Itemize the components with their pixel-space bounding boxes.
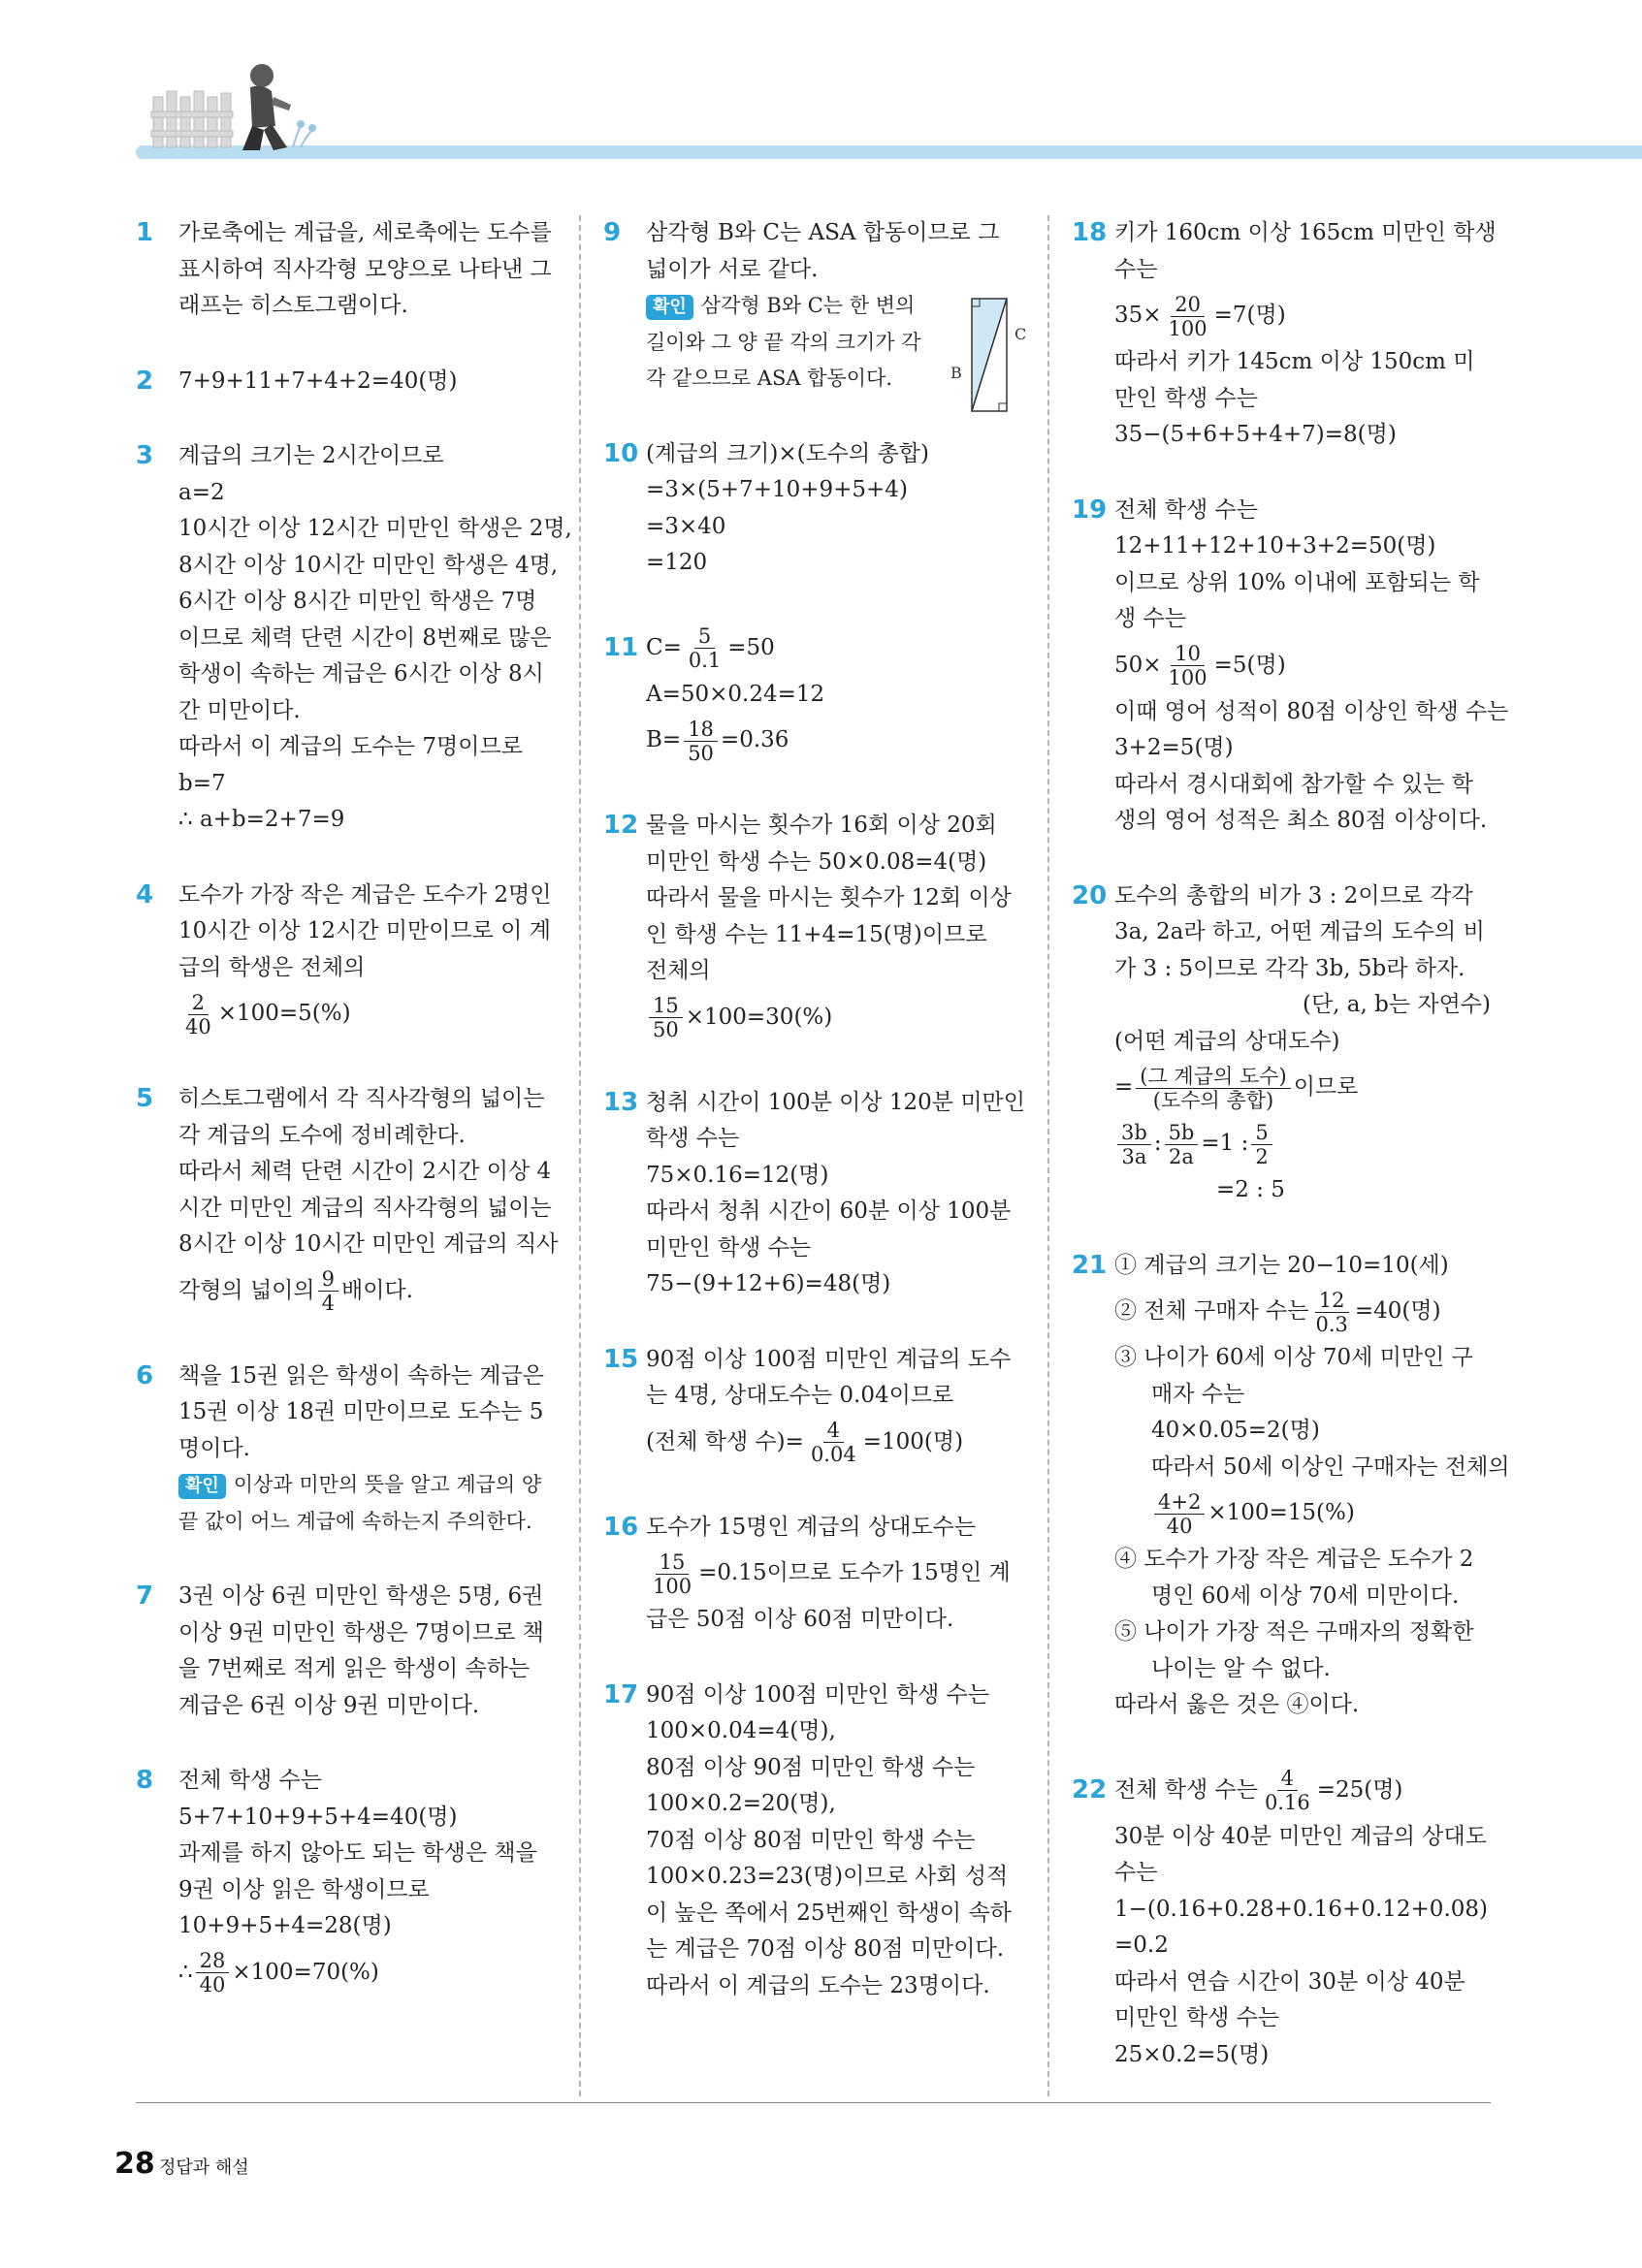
check-badge: 확인 bbox=[646, 295, 693, 320]
fraction-line: $\frac{2}{40}$ ×100=5(%) bbox=[178, 986, 555, 1042]
problem-number: 7 bbox=[136, 1581, 154, 1611]
answer-9: 9 삼각형 B와 C는 ASA 합동이므로 그 넓이가 서로 같다. 확인 삼각형 B와 C는 한 변의 길이와 그 양 끝 각의 크기가 각 각 같으므로 ASA 합동이다. C B bbox=[603, 215, 1022, 398]
fraction-line: 35× $\frac{20}{100}$ =7(명) bbox=[1114, 292, 1286, 340]
answer-11: 11 C= $\frac{5}{0.1}$ =50 A=50×0.24=12 B= $\frac{18}{50}$ =0.36 bbox=[603, 624, 825, 765]
answer-3: 3 계급의 크기는 2시간이므로 a=2 10시간 이상 12시간 미만인 학생은 2명, 8시간 이상 10시간 미만인 학생은 4명, 6시간 이상 8시간 미만인 학생은 7명 이므로 체력 단련 시간이 8번째로 많은 학생이 속하는 계급은 6시간 이상 8시 간 미만이다. 따라서 이 계급의 도수는 7명이므로 b=7 ∴ a+b=2+7=9 bbox=[136, 438, 555, 839]
ratio-line: $\frac{3b}{3a}$ : $\frac{5b}{2a}$ =1 : $\frac{5}{2}$ bbox=[1114, 1116, 1491, 1172]
fraction: $\frac{4}{0.04}$ bbox=[810, 1419, 856, 1466]
answer-8: 8 전체 학생 수는 5+7+10+9+5+4=40(명) 과제를 하지 않아도 되는 학생은 책을 9권 이상 읽은 학생이므로 10+9+5+4=28(명) ∴ $\frac{28}{40}$ ×100=70(%) bbox=[136, 1763, 555, 2001]
answer-20: 20 도수의 총합의 비가 3 : 2이므로 각각 3a, 2a라 하고, 어떤 계급의 도수의 비 가 3 : 5이므로 각각 3b, 5b라 하자. (단, a, b는 자연수) (어떤 계급의 상대도수) = $\frac{\text{(그 계급의 도수)}}{\text{(도수의 총합)}}$ 이므로 $\frac{3b}{3a}$ : $\frac{5b}{2a}$ =1 : $\frac{5}{2}$ =2 : 5 bbox=[1072, 878, 1491, 1209]
problem-number: 11 bbox=[603, 632, 639, 662]
problem-number: 19 bbox=[1072, 495, 1108, 525]
page-number: 28 bbox=[114, 2147, 155, 2181]
answer-21: 21 ① 계급의 크기는 20−10=10(세) ② 전체 구매자 수는 $\frac{12}{0.3}$ =40(명) ③ 나이가 60세 이상 70세 미만인 구 매자 수는 40×0.05=2(명) 따라서 50세 이상인 구매자는 전체의 $\frac{4+2}{40}$ ×100=15(%) ④ 도수가 가장 작은 계급은 도수가 2 명인 60세 이상 70세 미만이다. ⑤ 나이가 가장 적은 구매자의 정확한 나이는 알 수 없다. 따라서 옳은 것은 ④이다. bbox=[1072, 1248, 1491, 1724]
label-b: B bbox=[950, 364, 962, 382]
problem-number: 6 bbox=[136, 1360, 154, 1390]
column-separator bbox=[579, 215, 581, 2096]
fraction: $\frac{4}{0.16}$ bbox=[1264, 1767, 1310, 1814]
column-right bbox=[1072, 215, 1510, 2112]
footer-title: 정답과 해설 bbox=[159, 2157, 249, 2178]
fraction: $\frac{3b}{3a}$ bbox=[1117, 1121, 1151, 1168]
fraction-line: (전체 학생 수)= $\frac{4}{0.04}$ =100(명) bbox=[646, 1419, 964, 1466]
fraction-line: = $\frac{\text{(그 계급의 도수)}}{\text{(도수의 총합)}}$ 이므로 bbox=[1114, 1064, 1359, 1112]
fraction-line: $\frac{15}{50}$ ×100=30(%) bbox=[646, 990, 1022, 1046]
answer-19: 19 전체 학생 수는 12+11+12+10+3+2=50(명) 이므로 상위 10% 이내에 포함되는 학 생 수는 50× $\frac{10}{100}$ =5(명) 이때 영어 성적이 80점 이상인 학생 수는 3+2=5(명) 따라서 경시대회에 참가할 수 있는 학 생의 영어 성적은 최소 80점 이상이다. bbox=[1072, 493, 1491, 840]
header-bar bbox=[136, 145, 1642, 159]
fraction: $\frac{18}{50}$ bbox=[684, 718, 718, 765]
answer-22: 22 전체 학생 수는 $\frac{4}{0.16}$ =25(명) 30분 이상 40분 미만인 계급의 상대도 수는 1−(0.16+0.28+0.16+0.12+0.08) =0.2 따라서 연습 시간이 30분 이상 40분 미만인 학생 수는 25×0.2=5(명) bbox=[1072, 1763, 1491, 2074]
column-separator bbox=[1047, 215, 1049, 2096]
problem-number: 10 bbox=[603, 438, 639, 468]
problem-number: 5 bbox=[136, 1084, 154, 1113]
check-badge: 확인 bbox=[178, 1474, 226, 1499]
problem-number: 22 bbox=[1072, 1774, 1108, 1805]
problem-number: 15 bbox=[603, 1344, 639, 1374]
problem-number: 9 bbox=[603, 218, 622, 247]
problem-number: 13 bbox=[603, 1087, 639, 1117]
column-left bbox=[136, 215, 572, 2040]
answer-17: 17 90점 이상 100점 미만인 학생 수는 100×0.04=4(명), 80점 이상 90점 미만인 학생 수는 100×0.2=20(명), 70점 이상 80점 미만인 학생 수는 100×0.23=23(명)이므로 사회 성적 이 높은 쪽에서 25번째인 학생이 속하 는 계급은 70점 이상 80점 미만이다. 따라서 이 계급의 도수는 23명이다. bbox=[603, 1677, 1022, 2005]
fraction: $\frac{20}{100}$ bbox=[1168, 292, 1207, 340]
fraction: $\frac{4+2}{40}$ bbox=[1154, 1490, 1205, 1538]
problem-number: 3 bbox=[136, 441, 154, 470]
fraction: $\frac{5b}{2a}$ bbox=[1165, 1121, 1199, 1168]
answer-10: 10 (계급의 크기)×(도수의 총합) =3×(5+7+10+9+5+4) =3×40 =120 bbox=[603, 436, 1022, 582]
fraction: $\frac{2}{40}$ bbox=[185, 990, 211, 1038]
answer-4: 4 도수가 가장 작은 계급은 도수가 2명인 10시간 이상 12시간 미만이므로 이 계 급의 학생은 전체의 $\frac{2}{40}$ ×100=5(%) bbox=[136, 878, 555, 1043]
fraction-line: ∴ $\frac{28}{40}$ ×100=70(%) bbox=[178, 1949, 379, 1996]
fraction-line: $\frac{15}{100}$ =0.15이므로 도수가 15명인 계 bbox=[646, 1546, 1022, 1602]
problem-number: 8 bbox=[136, 1766, 154, 1795]
problem-number: 2 bbox=[136, 366, 154, 396]
answer-1: 1 가로축에는 계급을, 세로축에는 도수를 표시하여 직사각형 모양으로 나타낸 그 래프는 히스토그램이다. bbox=[136, 215, 555, 325]
answer-15: 15 90점 이상 100점 미만인 계급의 도수 는 4명, 상대도수는 0.04이므로 (전체 학생 수)= $\frac{4}{0.04}$ =100(명) bbox=[603, 1342, 1022, 1471]
problem-number: 21 bbox=[1072, 1250, 1108, 1280]
fraction-line: 50× $\frac{10}{100}$ =5(명) bbox=[1114, 642, 1286, 689]
label-c: C bbox=[1014, 325, 1027, 343]
answer-2: 2 7+9+11+7+4+2=40(명) bbox=[136, 364, 555, 400]
fraction: $\frac{10}{100}$ bbox=[1168, 642, 1207, 689]
problem-number: 4 bbox=[136, 879, 154, 910]
fraction: $\frac{28}{40}$ bbox=[196, 1949, 230, 1996]
fraction: $\frac{15}{100}$ bbox=[653, 1549, 692, 1598]
answer-16: 16 도수가 15명인 계급의 상대도수는 $\frac{15}{100}$ =0.15이므로 도수가 15명인 계 급은 50점 이상 60점 미만이다. bbox=[603, 1510, 1022, 1639]
fraction: $\frac{5}{0.1}$ bbox=[688, 624, 722, 672]
fraction: $\frac{5}{2}$ bbox=[1251, 1121, 1272, 1168]
problem-number: 17 bbox=[603, 1679, 639, 1709]
answer-18: 18 키가 160cm 이상 165cm 미만인 학생 수는 35× $\frac{20}{100}$ =7(명) 따라서 키가 145cm 이상 150cm 미 만인 학생 수는 35−(5+6+5+4+7)=8(명) bbox=[1072, 215, 1491, 454]
fraction: $\frac{15}{50}$ bbox=[649, 994, 683, 1041]
fraction: $\frac{12}{0.3}$ bbox=[1315, 1288, 1348, 1336]
answer-6: 6 책을 15권 읽은 학생이 속하는 계급은 15권 이상 18권 미만이므로 도수는 5 명이다. 확인 이상과 미만의 뜻을 알고 계급의 양 끝 값이 어느 계급에 속하는지 주의한다. bbox=[136, 1358, 555, 1541]
gardener-illustration bbox=[145, 58, 320, 165]
fraction-line: 각형의 넓이의 $\frac{9}{4}$ 배이다. bbox=[178, 1267, 413, 1315]
problem-number: 20 bbox=[1072, 880, 1108, 910]
fraction-line: 전체 학생 수는 $\frac{4}{0.16}$ =25(명) bbox=[1114, 1767, 1403, 1814]
answer-7: 7 3권 이상 6권 미만인 학생은 5명, 6권 이상 9권 미만인 학생은 7명이므로 책 을 7번째로 적게 읽은 학생이 속하는 계급은 6권 이상 9권 미만이다. bbox=[136, 1579, 555, 1724]
footer-rule bbox=[136, 2102, 1491, 2103]
fraction: $\frac{9}{4}$ bbox=[318, 1267, 338, 1315]
answer-12: 12 물을 마시는 횟수가 16회 이상 20회 미만인 학생 수는 50×0.08=4(명) 따라서 물을 마시는 횟수가 12회 이상 인 학생 수는 11+4=15(명)이므로 전체의 $\frac{15}{50}$ ×100=30(%) bbox=[603, 808, 1022, 1046]
triangle-figure bbox=[952, 291, 1040, 417]
problem-number: 1 bbox=[136, 218, 154, 247]
fraction: $\frac{\text{(그 계급의 도수)}}{\text{(도수의 총합)}}$ bbox=[1136, 1065, 1290, 1112]
column-middle bbox=[603, 215, 1027, 2043]
answer-5: 5 히스토그램에서 각 직사각형의 넓이는 각 계급의 도수에 정비례한다. 따라서 체력 단련 시간이 2시간 이상 4 시간 미만인 계급의 직사각형의 넓이는 8시간 이상 10시간 미만인 계급의 직사 각형의 넓이의 $\frac{9}{4}$ 배이다. bbox=[136, 1081, 555, 1320]
problem-number: 18 bbox=[1072, 218, 1108, 247]
problem-number: 16 bbox=[603, 1512, 639, 1542]
problem-number: 12 bbox=[603, 811, 639, 840]
answer-13: 13 청취 시간이 100분 이상 120분 미만인 학생 수는 75×0.16=12(명) 따라서 청취 시간이 60분 이상 100분 미만인 학생 수는 75−(9+12+6)=48(명) bbox=[603, 1085, 1022, 1303]
